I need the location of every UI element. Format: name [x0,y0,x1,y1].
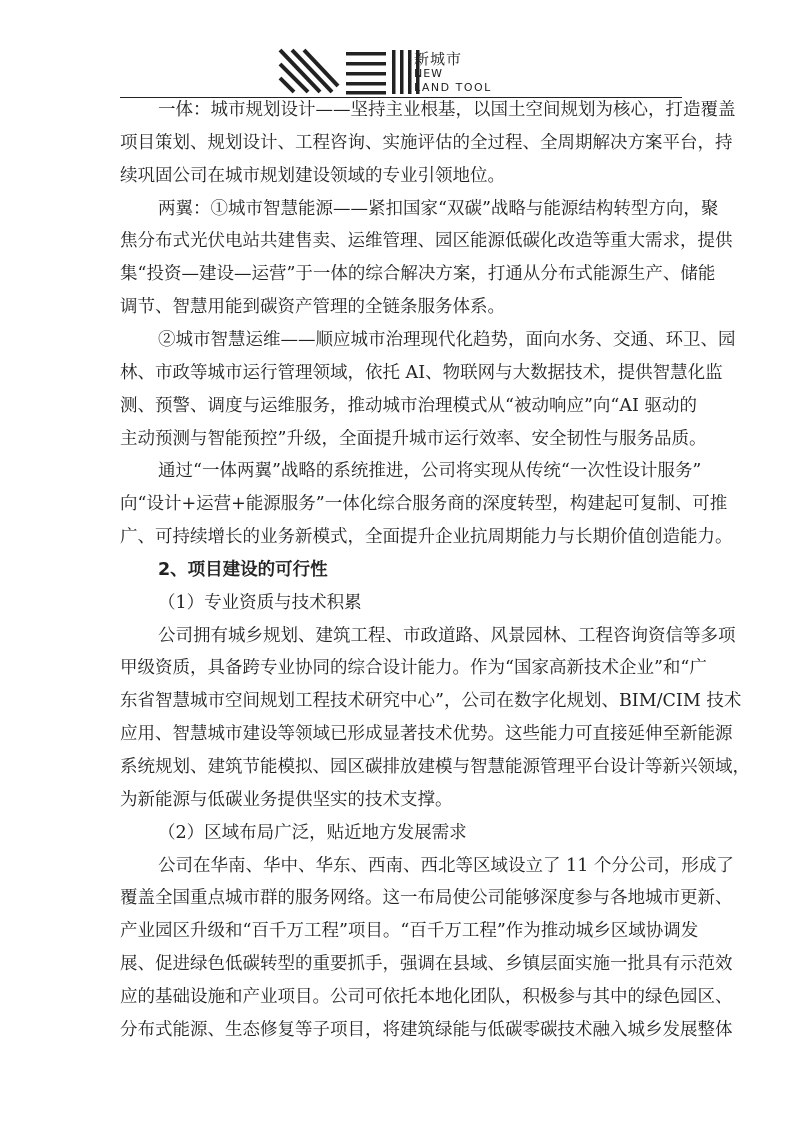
text-line: 广、可持续增长的业务新模式，全面提升企业抗周期能力与长期价值创造能力。 [120,527,733,548]
text-line: 分布式能源、生态修复等子项目，将建筑绿能与低碳零碳技术融入城乡发展整体 [120,1019,733,1040]
text-line: 覆盖全国重点城市群的服务网络。这一布局使公司能够深度参与各地城市更新、 [120,888,733,909]
text-line: 展、促进绿色低碳转型的重要抓手，强调在县域、乡镇层面实施一批具有示范效 [120,954,733,975]
text-line: （1）专业资质与技术积累 [158,592,362,613]
text-line: 向“设计+运营+能源服务”一体化综合服务商的深度转型，构建起可复制、可推 [120,494,728,515]
text-line: 测、预警、调度与运维服务，推动城市治理模式从“被动响应”向“AI 驱动的 [120,395,697,416]
logo-text-en-1: NEW [414,67,444,80]
text-line: 调节、智慧用能到碳资产管理的全链条服务体系。 [120,297,505,318]
text-line: 项目策划、规划设计、工程咨询、实施评估的全过程、全周期解决方案平台，持 [120,132,733,153]
text-line: 焦分布式光伏电站共建售卖、运维管理、园区能源低碳化改造等重大需求，提供 [120,231,733,252]
text-line: ②城市智慧运维——顺应城市治理现代化趋势，面向水务、交通、环卫、园 [158,329,736,350]
text-line: 产业园区升级和“百千万工程”项目。“百千万工程”作为推动城乡区域协调发 [120,921,699,942]
text-line: 应用、智慧城市建设等领域已形成显著技术优势。这些能力可直接延伸至新能源 [120,724,733,745]
text-line: 集“投资—建设—运营”于一体的综合解决方案，打通从分布式能源生产、储能 [120,264,716,285]
header-divider [120,97,682,98]
text-line: 应的基础设施和产业项目。公司可依托本地化团队，积极参与其中的绿色园区、 [120,986,733,1007]
text-line: 通过“一体两翼”战略的系统推进，公司将实现从传统“一次性设计服务” [158,461,702,482]
logo-text-en-2: LAND TOOL [414,81,492,94]
text-line: 两翼：①城市智慧能源——紧扣国家“双碳”战略与能源结构转型方向，聚 [158,198,719,219]
text-line: 林、市政等城市运行管理领域，依托 AI、物联网与大数据技术，提供智慧化监 [120,362,723,383]
text-line: 一体：城市规划设计——坚持主业根基，以国土空间规划为核心，打造覆盖 [158,100,736,120]
text-line: （2）区域布局广泛，贴近地方发展需求 [158,822,467,843]
text-line: 为新能源与低碳业务提供坚实的技术支撑。 [120,789,453,810]
text-line: 公司拥有城乡规划、建筑工程、市政道路、风景园林、工程咨询资信等多项 [158,625,736,646]
text-line: 续巩固公司在城市规划建设领域的专业引领地位。 [120,165,505,186]
text-line: 甲级资质，具备跨专业协同的综合设计能力。作为“国家高新技术企业”和“广 [120,658,707,679]
logo-text-cn: 新城市 [414,50,463,68]
text-line: 系统规划、建筑节能模拟、园区碳排放建模与智慧能源管理平台设计等新兴领域， [120,757,750,777]
text-line: 公司在华南、华中、华东、西南、西北等区域设立了 11 个分公司，形成了 [158,855,734,876]
text-line: 2、项目建设的可行性 [158,559,328,580]
text-line: 东省智慧城市空间规划工程技术研究中心”，公司在数字化规划、BIM/CIM 技术 [120,691,742,712]
text-line: 主动预测与智能预控”升级，全面提升城市运行效率、安全韧性与服务品质。 [120,428,707,449]
